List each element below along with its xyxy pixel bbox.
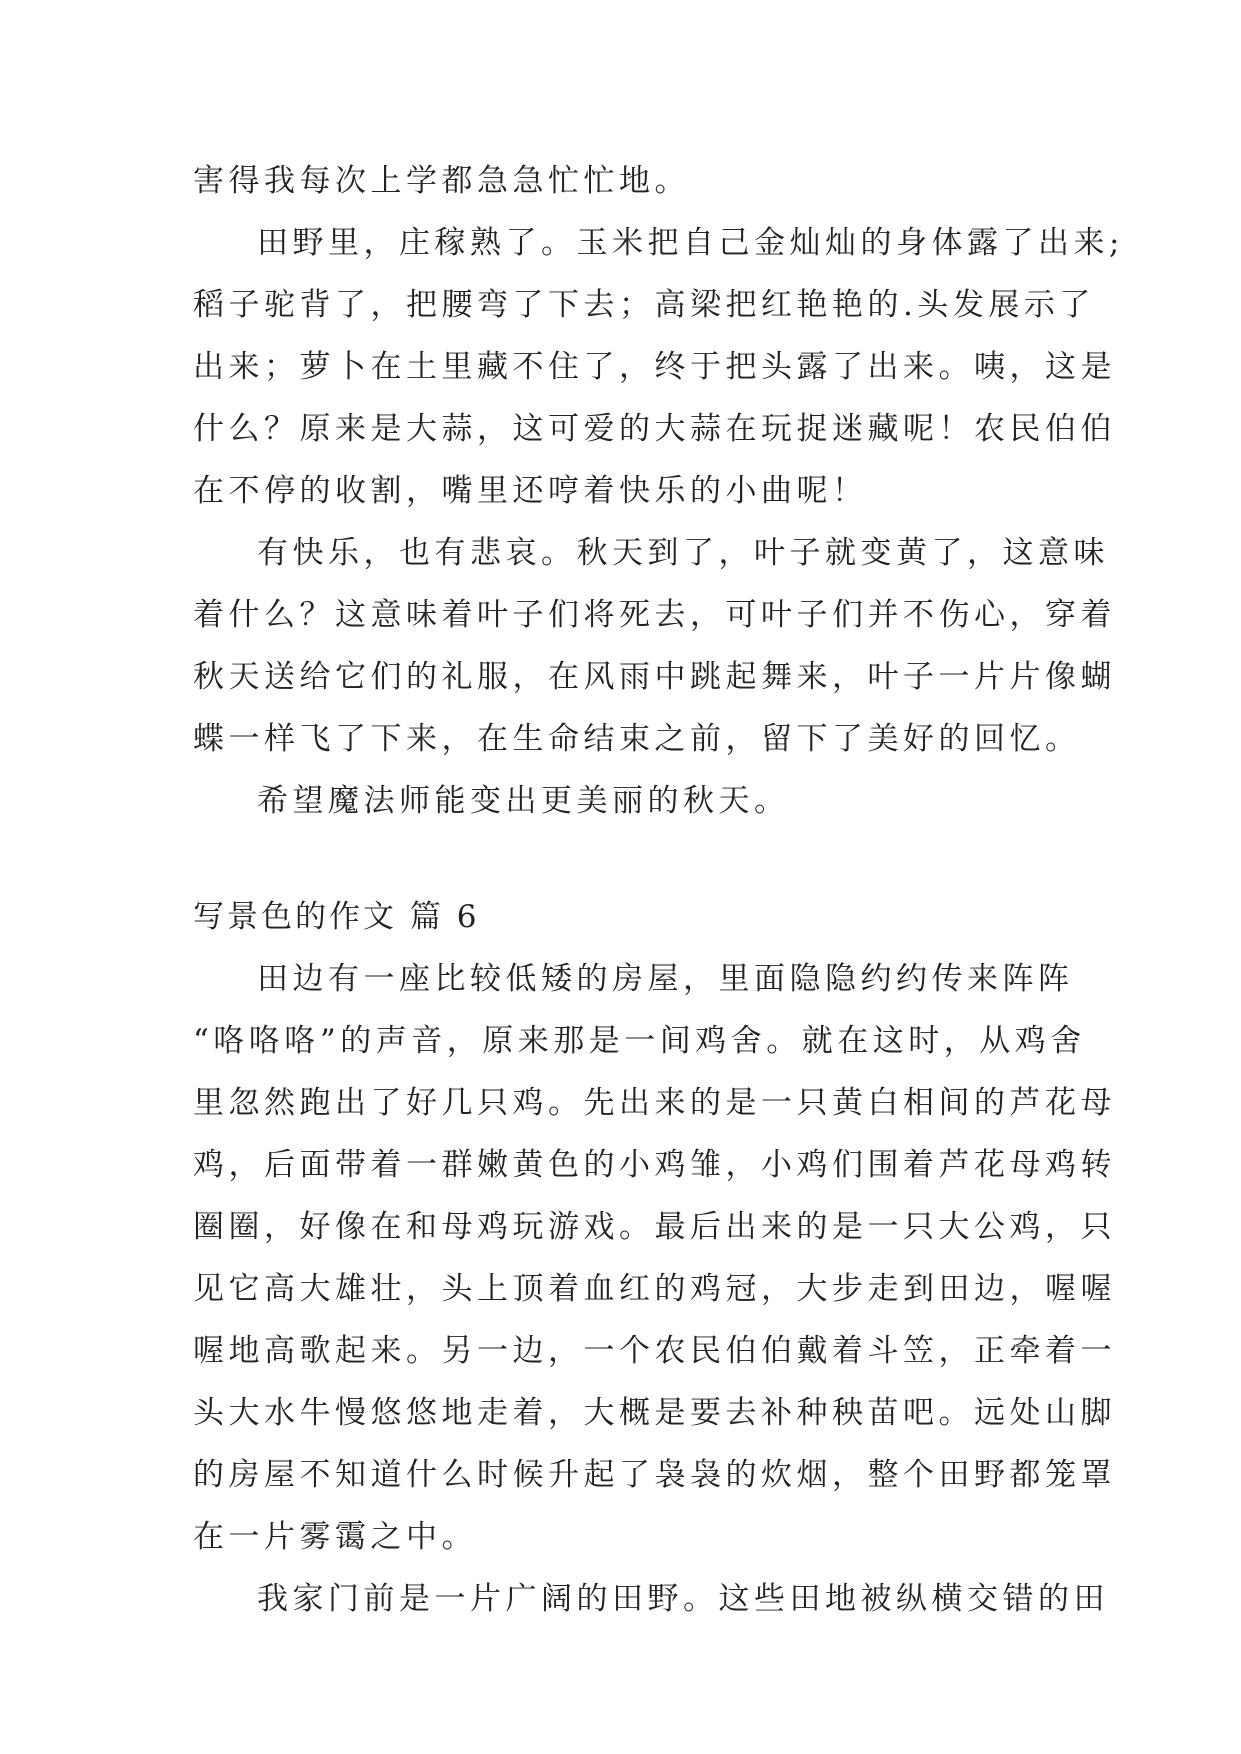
- text-line: 什么？原来是大蒜，这可爱的大蒜在玩捉迷藏呢！农民伯伯: [193, 411, 1116, 447]
- text-line: 鸡，后面带着一群嫩黄色的小鸡雏，小鸡们围着芦花母鸡转: [193, 1147, 1116, 1183]
- text-line: 田边有一座比较低矮的房屋，里面隐隐约约传来阵阵: [257, 961, 1074, 997]
- text-line: 田野里，庄稼熟了。玉米把自己金灿灿的身体露了出来;: [257, 225, 1124, 261]
- essay-section-previous: [193, 150, 1124, 832]
- text-line: “咯咯咯”的声音，原来那是一间鸡舍。就在这时，从鸡舍: [193, 1023, 1086, 1059]
- text-line: 有快乐，也有悲哀。秋天到了，叶子就变黄了，这意味: [257, 535, 1109, 571]
- text-line: 头大水牛慢悠悠地走着，大概是要去补种秧苗吧。远处山脚: [193, 1395, 1116, 1431]
- text-line: 希望魔法师能变出更美丽的秋天。: [257, 783, 790, 819]
- text-line: 害得我每次上学都急急忙忙地。: [193, 163, 690, 199]
- text-line: 稻子驼背了，把腰弯了下去；高梁把红艳艳的.头发展示了: [193, 287, 1095, 323]
- text-line: 的房屋不知道什么时候升起了袅袅的炊烟，整个田野都笼罩: [193, 1457, 1116, 1493]
- text-line: 在不停的收割，嘴里还哼着快乐的小曲呢！: [193, 473, 868, 509]
- text-line: 在一片雾霭之中。: [193, 1519, 477, 1555]
- text-line: 圈圈，好像在和母鸡玩游戏。最后出来的是一只大公鸡，只: [193, 1209, 1116, 1245]
- text-line: 里忽然跑出了好几只鸡。先出来的是一只黄白相间的芦花母: [193, 1085, 1116, 1121]
- text-line: 喔地高歌起来。另一边，一个农民伯伯戴着斗笠，正牵着一: [193, 1333, 1116, 1369]
- section-gap: [193, 832, 1053, 886]
- text-line: 着什么？这意味着叶子们将死去，可叶子们并不伤心，穿着: [193, 597, 1116, 633]
- text-line: 秋天送给它们的礼服，在风雨中跳起舞来，叶子一片片像蝴: [193, 659, 1116, 695]
- essay-heading: 写景色的作文 篇 6: [193, 899, 480, 935]
- document-body: [193, 150, 1124, 1630]
- text-line: 见它高大雄壮，头上顶着血红的鸡冠，大步走到田边，喔喔: [193, 1271, 1116, 1307]
- text-line: 出来；萝卜在土里藏不住了，终于把头露了出来。咦，这是: [193, 349, 1116, 385]
- text-line: 蝶一样飞了下来，在生命结束之前，留下了美好的回忆。: [193, 721, 1081, 757]
- essay-section-6: [193, 948, 1116, 1630]
- text-line: 我家门前是一片广阔的田野。这些田地被纵横交错的田: [257, 1581, 1109, 1617]
